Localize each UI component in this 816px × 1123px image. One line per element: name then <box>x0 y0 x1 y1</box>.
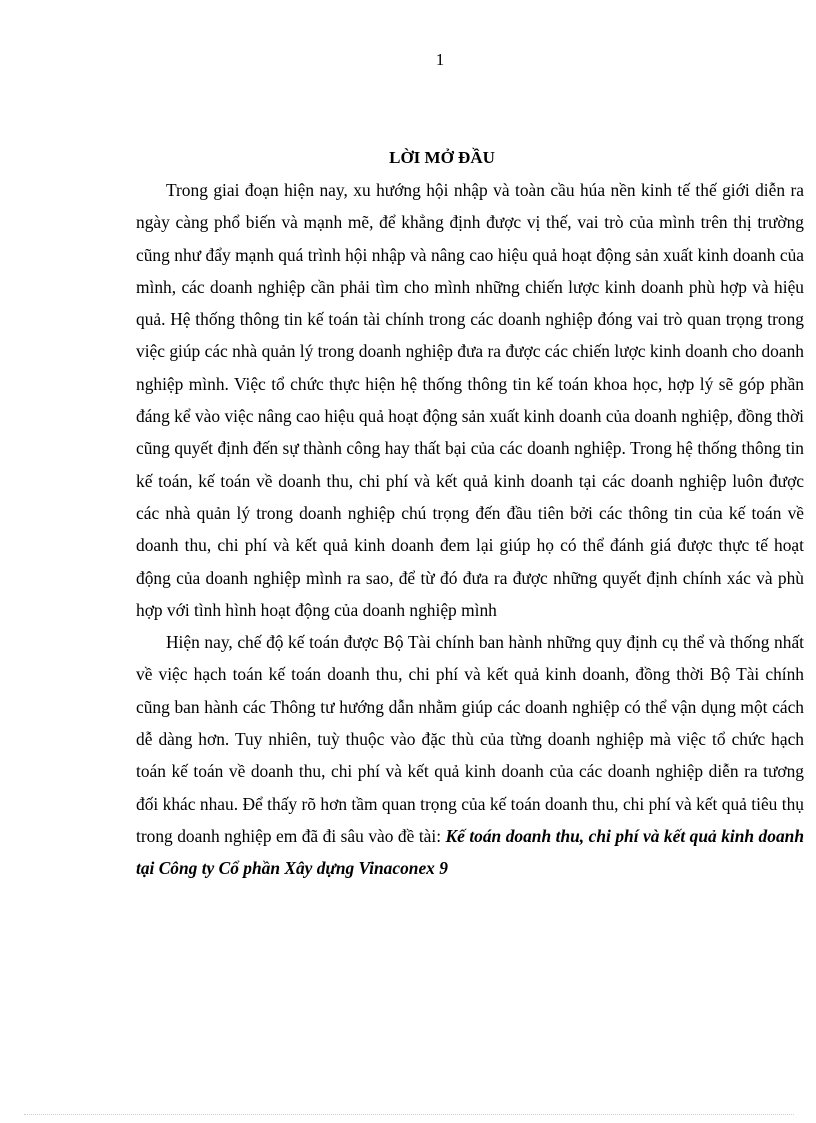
page-number: 1 <box>435 50 445 69</box>
paragraph-topic <box>136 626 804 884</box>
paragraph-introduction: Trong giai đoạn hiện nay, xu hướng hội nhập và toàn cầu húa nền kinh tế thế giới diễn ra ngày càng phổ biến và mạnh mẽ, để khẳng định được vị thế, vai trò của mình trên thị trường cũng như đẩy mạnh quá trình hội nhập và nâng cao hiệu quả hoạt động sản xuất kinh doanh của mình, các doanh nghiệp cần phải tìm cho mình những chiến lược kinh doanh phù hợp và hiệu quả. Hệ thống thông tin kế toán tài chính trong các doanh nghiệp đóng vai trò quan trọng trong việc giúp các nhà quản lý trong doanh nghiệp đưa ra được các chiến lược kinh doanh cho doanh nghiệp mình. Việc tổ chức thực hiện hệ thống thông tin kế toán khoa học, hợp lý sẽ góp phần đáng kể vào việc nâng cao hiệu quả hoạt động sản xuất kinh doanh của doanh nghiệp, đồng thời cũng quyết định đến sự thành công hay thất bại của các doanh nghiệp. Trong hệ thống thông tin kế toán, kế toán về doanh thu, chi phí và kết quả kinh doanh tại các doanh nghiệp luôn được các nhà quản lý trong doanh nghiệp chú trọng đến đầu tiên bởi các thông tin của kế toán về doanh thu, chi phí và kết quả kinh doanh đem lại giúp họ có thể đánh giá được thực tế hoạt động của doanh nghiệp mình ra sao, để từ đó đưa ra được những quyết định chính xác và phù hợp với tình hình hoạt động của doanh nghiệp mình <box>136 180 804 620</box>
document-body <box>136 174 804 885</box>
paragraph-topic-text: Hiện nay, chế độ kế toán được Bộ Tài chính ban hành những quy định cụ thể và thống nhất về việc hạch toán kế toán doanh thu, chi phí và kết quả kinh doanh, đồng thời Bộ Tài chính cũng ban hành các Thông tư hướng dẫn nhằm giúp các doanh nghiệp có thể vận dụng một cách dễ dàng hơn. Tuy nhiên, tuỳ thuộc vào đặc thù của từng doanh nghiệp mà việc tổ chức hạch toán kế toán về doanh thu, chi phí và kết quả kinh doanh của các doanh nghiệp diễn ra tương đối khác nhau. Để thấy rõ hơn tầm quan trọng của kế toán doanh thu, chi phí và kết quả tiêu thụ trong doanh nghiệp em đã đi sâu vào đề tài: <box>136 632 804 846</box>
page-bottom-divider <box>24 1114 794 1115</box>
page-title: LỜI MỞ ĐẦU <box>389 148 495 167</box>
thesis-topic-title: Kế toán doanh thu, chi phí và kết quả kinh doanh tại Công ty Cổ phần Xây dựng Vinaconex 9 <box>136 825 804 879</box>
